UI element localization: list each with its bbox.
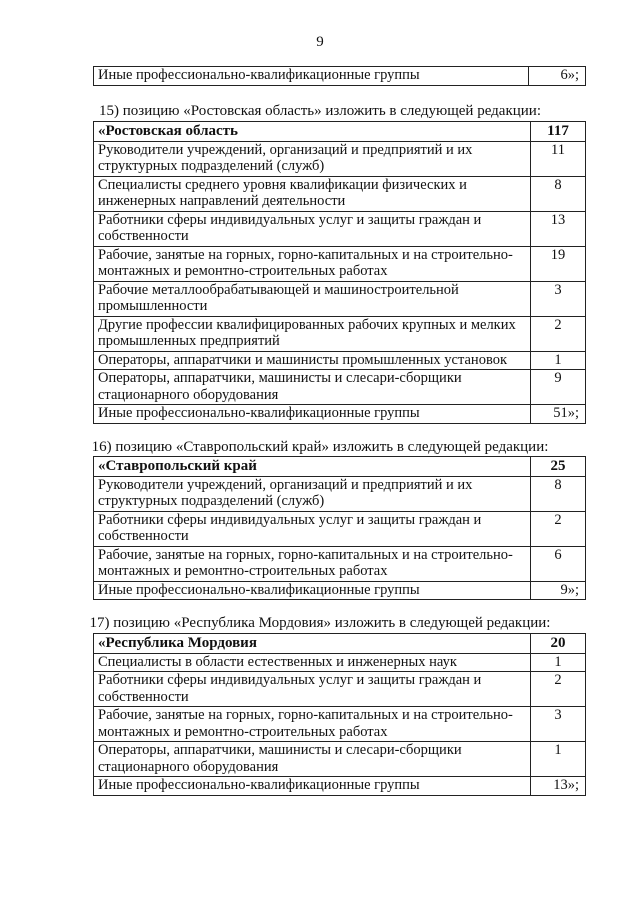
row-label: Иные профессионально-квалификационные группы: [94, 405, 531, 424]
table-row: [94, 707, 586, 742]
region-total: 25: [531, 457, 586, 477]
row-label: Операторы, аппаратчики, машинисты и слесари-сборщики стационарного оборудования: [94, 370, 531, 405]
row-value: 3: [531, 707, 586, 742]
row-value: 51»;: [531, 405, 586, 424]
row-value: 2: [531, 511, 586, 546]
table-row: [94, 581, 586, 600]
table-row: [94, 370, 586, 405]
row-value: 13: [531, 211, 586, 246]
row-label: Специалисты среднего уровня квалификации физических и инженерных направлений деятельности: [94, 176, 531, 211]
table-row: [94, 777, 586, 796]
table-header-row: [94, 122, 586, 142]
row-label: Иные профессионально-квалификационные группы: [94, 777, 531, 796]
table-row: [94, 67, 586, 86]
table-mordovia: [93, 633, 586, 796]
row-value: 6: [531, 546, 586, 581]
section-intro-rostov: 15) позицию «Ростовская область» изложить в следующей редакции:: [99, 103, 541, 119]
table-row: [94, 653, 586, 672]
table-header-row: [94, 634, 586, 654]
table-row: [94, 476, 586, 511]
continuation-table: [93, 66, 586, 86]
table-row: [94, 211, 586, 246]
row-value: 1: [531, 742, 586, 777]
table-row: [94, 176, 586, 211]
region-total: 117: [531, 122, 586, 142]
row-label: Руководители учреждений, организаций и предприятий и их структурных подразделений (служб): [94, 141, 531, 176]
row-label: Иные профессионально-квалификационные группы: [94, 581, 531, 600]
row-value: 6»;: [529, 67, 586, 86]
section-intro-stavropol: 16) позицию «Ставропольский край» изложить в следующей редакции:: [91, 439, 549, 455]
table-row: [94, 742, 586, 777]
row-value: 13»;: [531, 777, 586, 796]
row-value: 11: [531, 141, 586, 176]
row-value: 2: [531, 672, 586, 707]
row-value: 2: [531, 316, 586, 351]
section-intro-mordovia: 17) позицию «Республика Мордовия» изложить в следующей редакции:: [89, 615, 551, 631]
row-value: 1: [531, 351, 586, 370]
row-value: 8: [531, 176, 586, 211]
row-value: 9: [531, 370, 586, 405]
row-label: Рабочие, занятые на горных, горно-капитальных и на строительно-монтажных и ремонтно-строительных работах: [94, 246, 531, 281]
row-label: Другие профессии квалифицированных рабочих крупных и мелких промышленных предприятий: [94, 316, 531, 351]
row-value: 8: [531, 476, 586, 511]
row-label: Рабочие, занятые на горных, горно-капитальных и на строительно-монтажных и ремонтно-строительных работах: [94, 707, 531, 742]
table-stavropol: [93, 456, 586, 600]
table-header-row: [94, 457, 586, 477]
row-value: 9»;: [531, 581, 586, 600]
page-number: 9: [316, 34, 324, 50]
region-total: 20: [531, 634, 586, 654]
row-value: 19: [531, 246, 586, 281]
row-value: 1: [531, 653, 586, 672]
row-label: Специалисты в области естественных и инженерных наук: [94, 653, 531, 672]
table-row: [94, 316, 586, 351]
table-row: [94, 246, 586, 281]
row-label: Руководители учреждений, организаций и предприятий и их структурных подразделений (служб): [94, 476, 531, 511]
row-label: Работники сферы индивидуальных услуг и защиты граждан и собственности: [94, 511, 531, 546]
row-label: Рабочие, занятые на горных, горно-капитальных и на строительно-монтажных и ремонтно-строительных работах: [94, 546, 531, 581]
table-row: [94, 546, 586, 581]
table-row: [94, 405, 586, 424]
row-label: Операторы, аппаратчики, машинисты и слесари-сборщики стационарного оборудования: [94, 742, 531, 777]
region-name: «Республика Мордовия: [94, 634, 531, 654]
row-value: 3: [531, 281, 586, 316]
table-row: [94, 511, 586, 546]
table-row: [94, 672, 586, 707]
row-label: Операторы, аппаратчики и машинисты промышленных установок: [94, 351, 531, 370]
table-row: [94, 351, 586, 370]
table-row: [94, 141, 586, 176]
table-row: [94, 281, 586, 316]
row-label: Иные профессионально-квалификационные группы: [94, 67, 529, 86]
table-rostov: [93, 121, 586, 424]
row-label: Работники сферы индивидуальных услуг и защиты граждан и собственности: [94, 211, 531, 246]
row-label: Работники сферы индивидуальных услуг и защиты граждан и собственности: [94, 672, 531, 707]
row-label: Рабочие металлообрабатывающей и машиностроительной промышленности: [94, 281, 531, 316]
region-name: «Ростовская область: [94, 122, 531, 142]
region-name: «Ставропольский край: [94, 457, 531, 477]
